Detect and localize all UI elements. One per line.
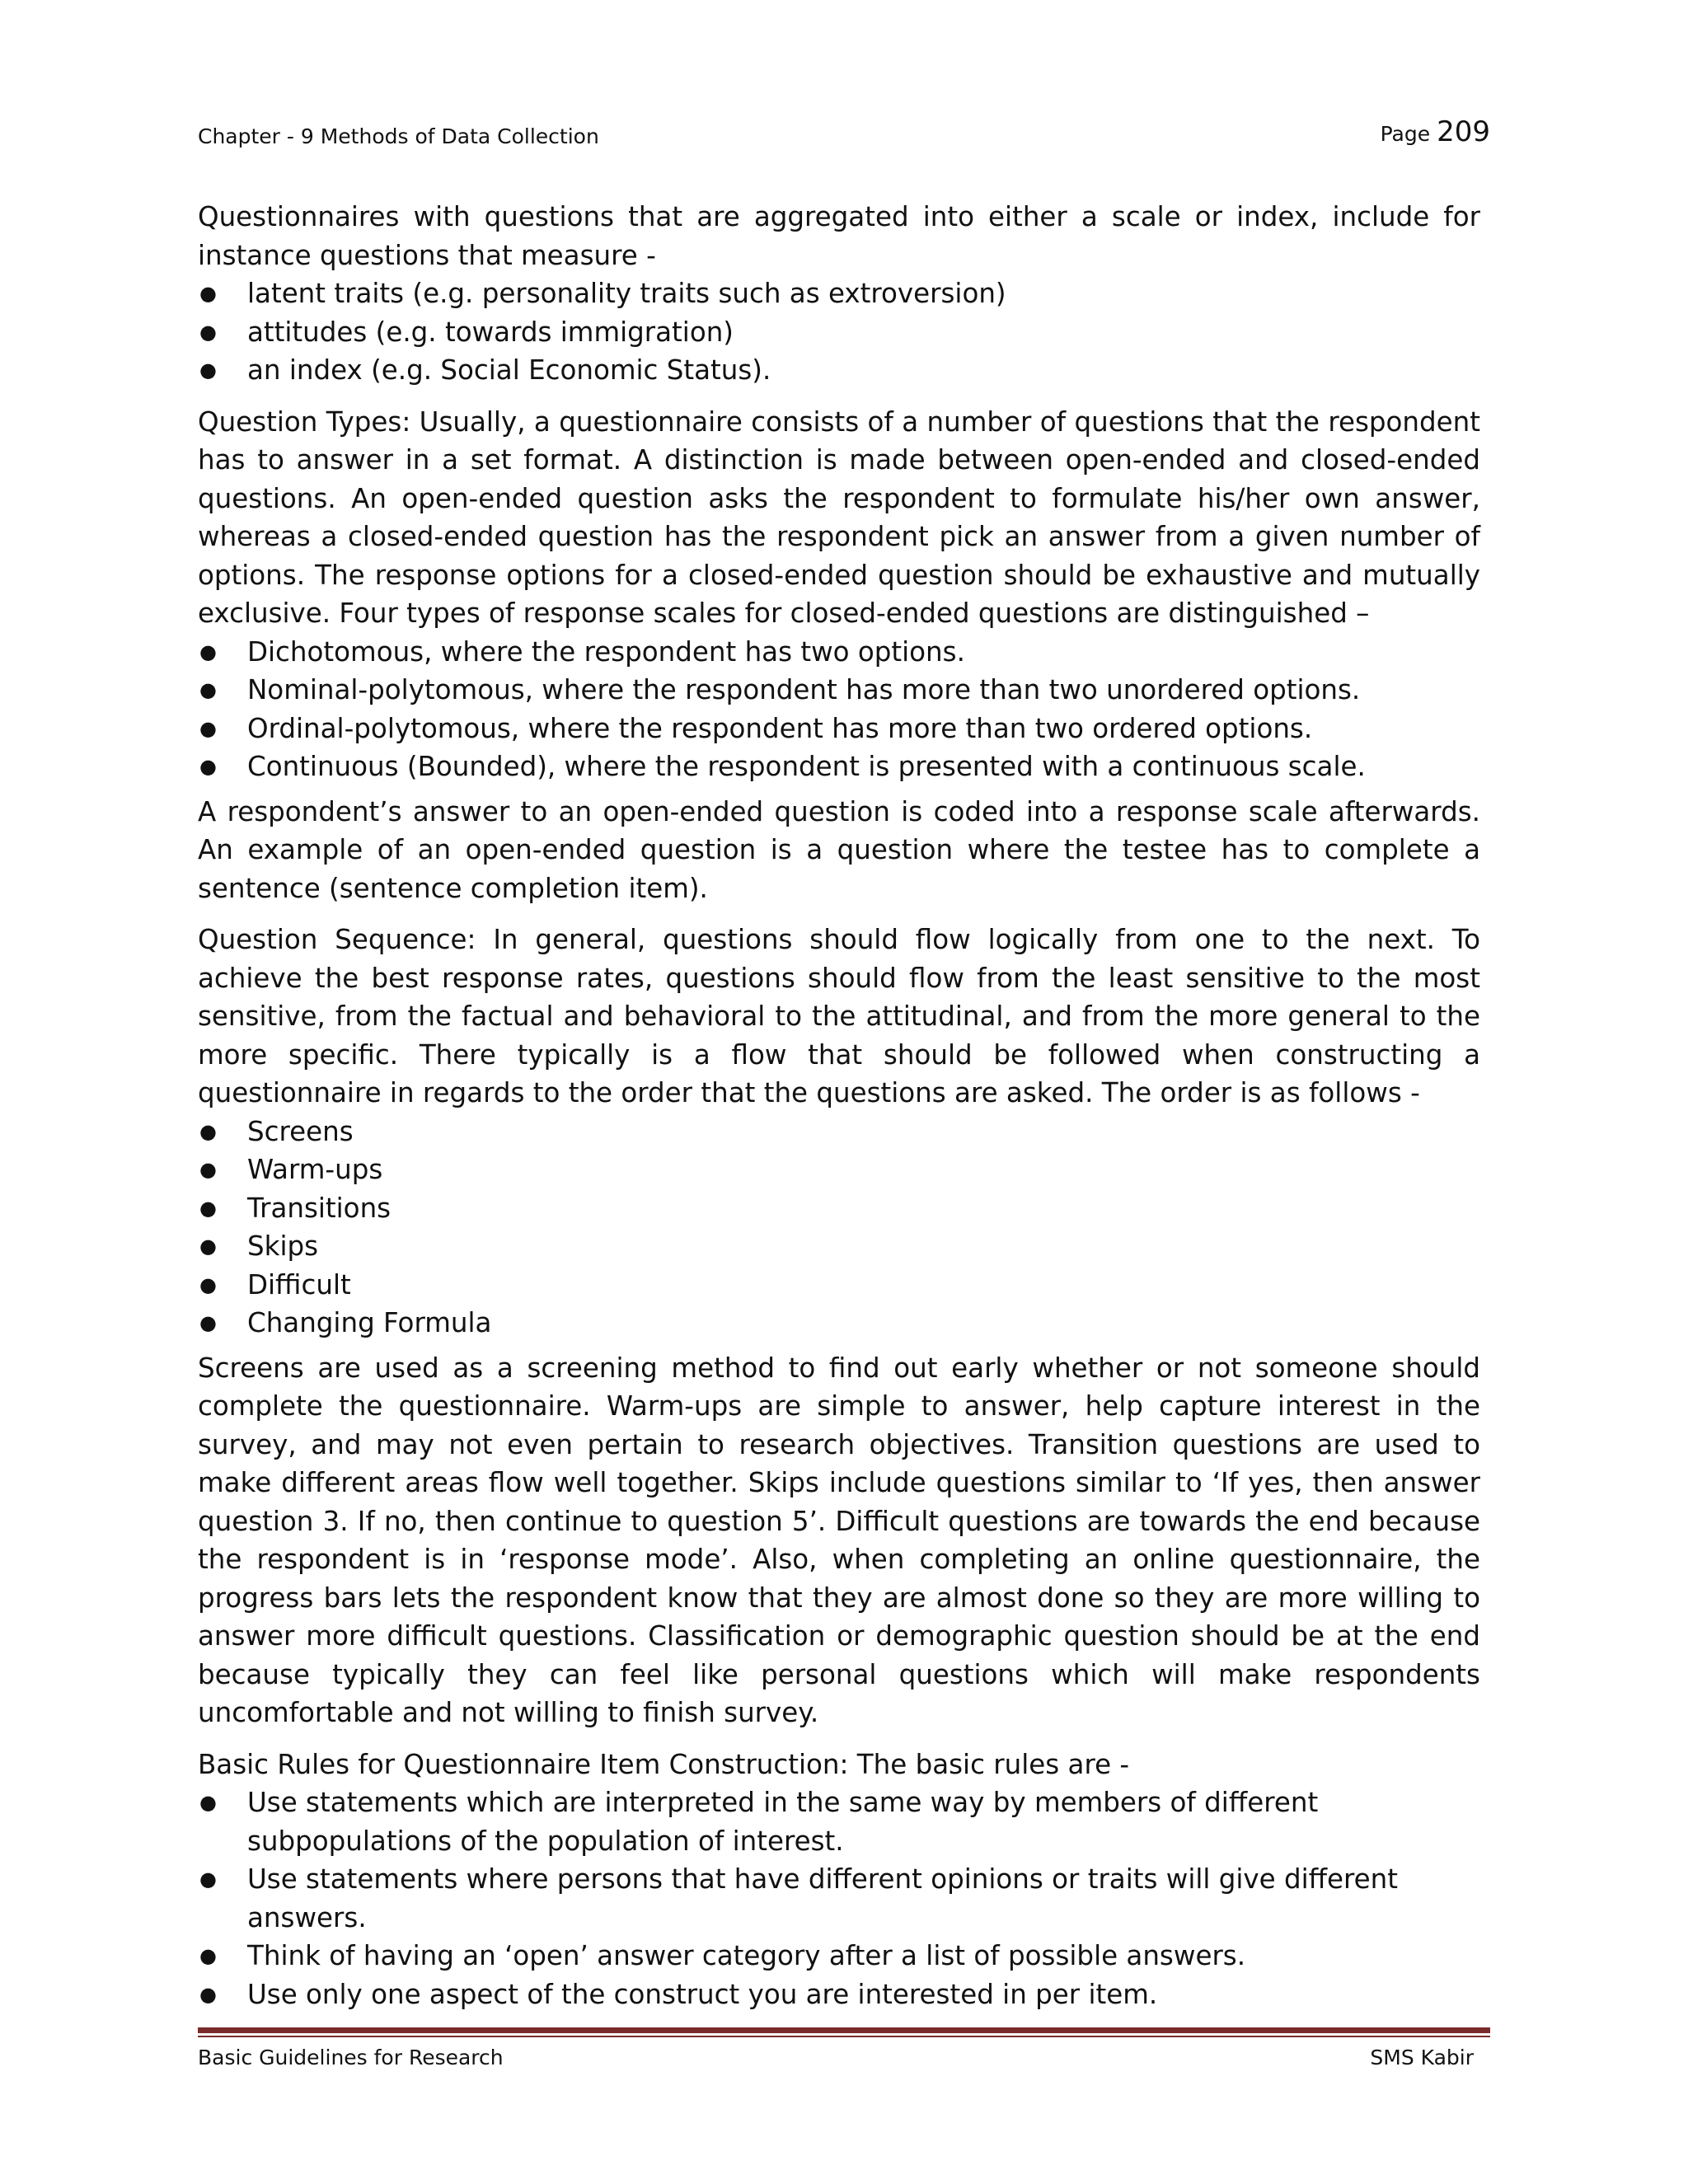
list-item	[198, 1860, 1480, 1937]
bullet-icon: ●	[199, 1196, 217, 1220]
basic-rules-paragraph: Basic Rules for Questionnaire Item Construction: The basic rules are -	[198, 1748, 1130, 1780]
page-footer	[198, 2046, 1490, 2069]
list-item	[198, 1304, 1480, 1343]
bullet-icon: ●	[199, 1944, 217, 1967]
intro-bullet-list	[198, 274, 1480, 390]
list-item	[198, 1975, 1480, 2014]
list-item-text: an index (e.g. Social Economic Status).	[247, 354, 771, 386]
footer-divider-thin	[198, 2036, 1490, 2037]
footer-divider-thick	[198, 2027, 1490, 2033]
bullet-icon: ●	[199, 1235, 217, 1258]
list-item-text: Difficult	[247, 1268, 351, 1301]
bullet-icon: ●	[199, 1119, 217, 1143]
footer-divider	[198, 2027, 1490, 2039]
bullet-icon: ●	[199, 1868, 217, 1891]
bullet-icon: ●	[199, 755, 217, 778]
page-header	[198, 99, 1490, 148]
list-item-text: Use statements where persons that have different opinions or traits will give different answers.	[247, 1863, 1399, 1933]
list-item	[198, 1189, 1480, 1228]
list-item	[198, 1937, 1480, 1975]
bullet-icon: ●	[199, 1982, 217, 2006]
list-item-text: Use statements which are interpreted in the same way by members of different subpopulations of the population of interest.	[247, 1787, 1319, 1857]
list-item-text: Continuous (Bounded), where the respondent is presented with a continuous scale.	[247, 751, 1366, 782]
intro-paragraph: Questionnaires with questions that are aggregated into either a scale or index, include for instance questions that measure -	[198, 201, 1480, 271]
list-item	[198, 274, 1480, 313]
bullet-icon: ●	[199, 640, 217, 663]
list-item-text: Think of having an ‘open’ answer category after a list of possible answers.	[247, 1940, 1246, 1971]
bullet-icon: ●	[199, 1791, 217, 1814]
list-item-text: Warm-ups	[247, 1154, 383, 1185]
open-ended-paragraph: A respondent’s answer to an open-ended question is coded into a response scale afterwards. An example of an open-ended question is a question where the testee has to complete a sentence (sentence completion item).	[198, 795, 1480, 904]
bullet-icon: ●	[199, 716, 217, 740]
list-item-text: latent traits (e.g. personality traits such as extroversion)	[247, 278, 1006, 309]
list-item	[198, 313, 1480, 352]
page-number	[1381, 115, 1490, 148]
bullet-icon: ●	[199, 1158, 217, 1181]
list-item-text: Changing Formula	[247, 1307, 492, 1338]
question-types-bullet-list	[198, 633, 1480, 786]
list-item-text: Nominal-polytomous, where the respondent has more than two unordered options.	[247, 674, 1361, 705]
bullet-icon: ●	[199, 1272, 217, 1296]
list-item	[198, 1266, 1480, 1305]
question-types-paragraph: Question Types: Usually, a questionnaire consists of a number of questions that the respondent has to answer in a set format. A distinction is made between open-ended and closed-ended questions. An open-ended question asks the respondent to formulate his/her own answer, whereas a closed-ended question has the respondent pick an answer from a given number of options. The response options for a closed-ended question should be exhaustive and mutually exclusive. Four types of response scales for closed-ended questions are distinguished –	[198, 405, 1480, 629]
list-item	[198, 671, 1480, 710]
list-item	[198, 1783, 1480, 1860]
bullet-icon: ●	[199, 282, 217, 305]
list-item-text: Dichotomous, where the respondent has two options.	[247, 635, 965, 668]
list-item	[198, 1151, 1480, 1189]
list-item	[198, 1227, 1480, 1266]
page-content	[198, 198, 1480, 2013]
list-item	[198, 351, 1480, 390]
chapter-title: Chapter - 9 Methods of Data Collection	[198, 124, 599, 148]
footer-book-title: Basic Guidelines for Research	[198, 2046, 504, 2069]
bullet-icon: ●	[199, 678, 217, 701]
bullet-icon: ●	[199, 359, 217, 382]
list-item-text: Skips	[247, 1230, 319, 1262]
basic-rules-bullet-list	[198, 1783, 1480, 2013]
screens-paragraph: Screens are used as a screening method to find out early whether or not someone should complete the questionnaire. Warm-ups are simple to answer, help capture interest in the survey, and may not even pertain to research objectives. Transition questions are used to make different areas flow well together. Skips include questions similar to ‘If yes, then answer question 3. If no, then continue to question 5’. Difficult questions are towards the end because the respondent is in ‘response mode’. Also, when completing an online questionnaire, the progress bars lets the respondent know that they are almost done so they are more willing to answer more difficult questions. Classification or demographic question should be at the end because typically they can feel like personal questions which will make respondents uncomfortable and not willing to finish survey.	[198, 1352, 1480, 1728]
page-label: Page	[1380, 122, 1431, 146]
list-item	[198, 633, 1480, 672]
list-item-text: attitudes (e.g. towards immigration)	[247, 316, 734, 348]
page-number-value: 209	[1437, 115, 1490, 148]
list-item-text: Use only one aspect of the construct you are interested in per item.	[247, 1978, 1158, 2010]
list-item	[198, 710, 1480, 748]
footer-author: SMS Kabir	[1370, 2046, 1474, 2069]
question-sequence-bullet-list	[198, 1113, 1480, 1343]
list-item-text: Screens	[247, 1115, 354, 1147]
bullet-icon: ●	[199, 1311, 217, 1334]
list-item	[198, 1113, 1480, 1151]
list-item-text: Transitions	[247, 1192, 392, 1224]
question-sequence-paragraph: Question Sequence: In general, questions should flow logically from one to the next. To achieve the best response rates, questions should flow from the least sensitive to the most sensitive, from the factual and behavioral to the attitudinal, and from the more general to the more specific. There typically is a flow that should be followed when constructing a questionnaire in regards to the order that the questions are asked. The order is as follows -	[198, 924, 1480, 1108]
list-item-text: Ordinal-polytomous, where the respondent has more than two ordered options.	[247, 712, 1313, 744]
bullet-icon: ●	[199, 320, 217, 344]
list-item	[198, 748, 1480, 786]
